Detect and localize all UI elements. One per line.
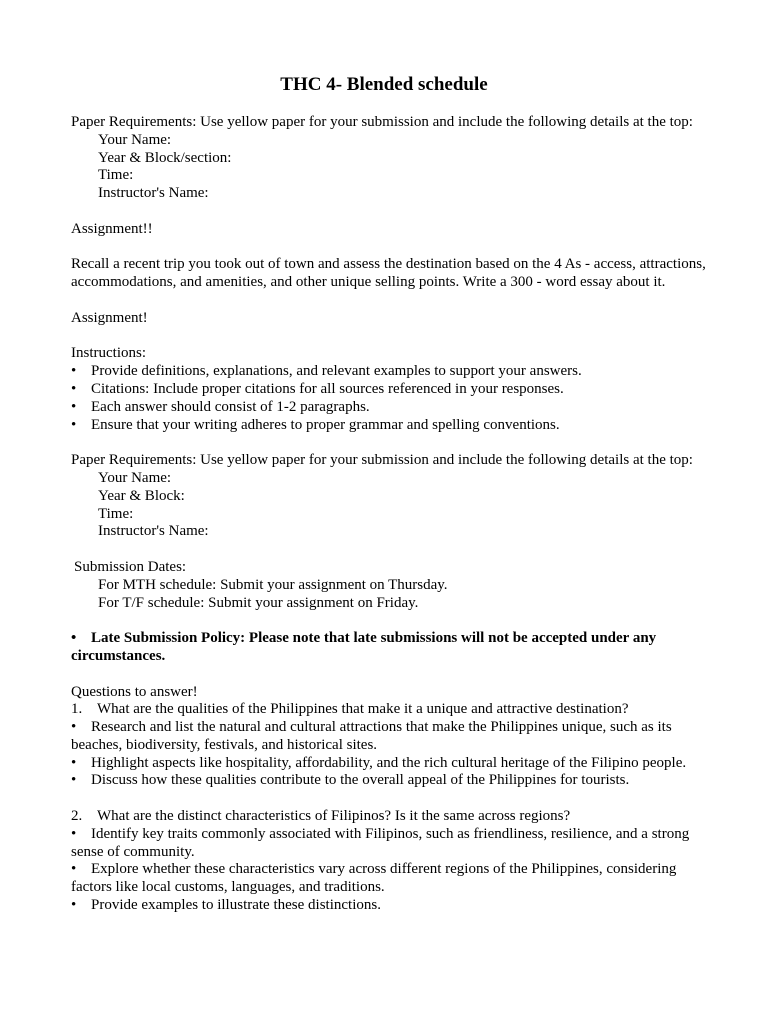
spacer [71, 790, 711, 808]
assignment-heading-2: Assignment! [71, 309, 148, 326]
instructions-heading: Instructions: [71, 345, 146, 362]
instruction-item [71, 399, 711, 417]
question-point [71, 719, 711, 755]
question-text: What are the distinct characteristics of Filipinos? Is it the same across regions? [97, 808, 571, 825]
bullet-icon: • [71, 630, 77, 647]
field-your-name: Your Name: [98, 469, 172, 486]
bullet-icon: • [71, 719, 77, 736]
requirements-intro-2: Paper Requirements: Use yellow paper for your submission and include the following details at the top: [71, 452, 693, 469]
submission-item: For T/F schedule: Submit your assignment on Friday. [98, 594, 419, 611]
field-time: Time: [98, 505, 134, 522]
spacer [71, 434, 711, 452]
question-point [71, 897, 711, 915]
bullet-icon: • [71, 380, 77, 397]
field-instructor-name: Instructor's Name: [98, 185, 209, 202]
spacer [71, 666, 711, 684]
submission-heading: Submission Dates: [74, 558, 187, 575]
questions-heading: Questions to answer! [71, 683, 198, 700]
spacer [71, 612, 711, 630]
late-policy [71, 630, 711, 666]
question-point-text: Provide examples to illustrate these distinctions. [91, 897, 381, 914]
instruction-text: Provide definitions, explanations, and relevant examples to support your answers. [91, 363, 582, 380]
question-point-text: Identify key traits commonly associated with Filipinos, such as friendliness, resilience, and a strong sense of community. [71, 825, 690, 860]
field-year-block-section: Year & Block/section: [98, 149, 232, 166]
bullet-icon: • [71, 398, 77, 415]
instruction-item [71, 381, 711, 399]
bullet-icon: • [71, 754, 77, 771]
bullet-icon: • [71, 416, 77, 433]
question-point-text: Research and list the natural and cultural attractions that make the Philippines unique, such as its beaches, biodiversity, festivals, and historical sites. [71, 719, 672, 753]
requirements-intro: Paper Requirements: Use yellow paper for your submission and include the following details at the top: [71, 114, 693, 130]
assignment-heading: Assignment!! [71, 220, 153, 237]
bullet-icon: • [71, 897, 77, 914]
spacer [71, 292, 711, 310]
spacer [71, 541, 711, 559]
field-time: Time: [98, 167, 134, 184]
question-point [71, 861, 711, 897]
instruction-text: Citations: Include proper citations for all sources referenced in your responses. [91, 380, 564, 397]
bullet-icon: • [71, 363, 77, 380]
spacer [71, 328, 711, 346]
bullet-icon: • [71, 825, 77, 842]
question-text: What are the qualities of the Philippines that make it a unique and attractive destination? [97, 701, 629, 718]
document-body [71, 114, 711, 915]
question-1 [71, 701, 711, 719]
field-instructor-name: Instructor's Name: [98, 523, 209, 540]
instruction-item [71, 363, 711, 381]
field-year-block: Year & Block: [98, 487, 185, 504]
instruction-item [71, 417, 711, 435]
document-title: THC 4- Blended schedule [280, 74, 488, 95]
question-point [71, 755, 711, 773]
assignment-text: Recall a recent trip you took out of town and assess the destination based on the 4 As - access, attractions, accommodations, and amenities, and other unique selling points. Write a 300 - word essay about it. [71, 256, 706, 291]
submission-item: For MTH schedule: Submit your assignment on Thursday. [98, 576, 448, 593]
bullet-icon: • [71, 772, 77, 789]
spacer [71, 203, 711, 221]
question-point [71, 772, 711, 790]
question-point-text: Highlight aspects like hospitality, affordability, and the rich cultural heritage of the Filipino people. [91, 754, 687, 771]
question-2 [71, 808, 711, 826]
field-your-name: Your Name: [98, 131, 172, 148]
instruction-text: Each answer should consist of 1-2 paragraphs. [91, 398, 370, 415]
question-point-text: Explore whether these characteristics vary across different regions of the Philippines, considering factors like local customs, languages, and traditions. [71, 861, 677, 896]
question-number: 2. [71, 808, 83, 825]
instruction-text: Ensure that your writing adheres to proper grammar and spelling conventions. [91, 416, 560, 433]
question-point-text: Discuss how these qualities contribute to the overall appeal of the Philippines for tourists. [91, 772, 630, 789]
question-point [71, 826, 711, 862]
question-number: 1. [71, 701, 83, 718]
bullet-icon: • [71, 861, 77, 878]
spacer [71, 239, 711, 257]
late-policy-text: Late Submission Policy: Please note that late submissions will not be accepted under any circumstances. [71, 630, 657, 664]
